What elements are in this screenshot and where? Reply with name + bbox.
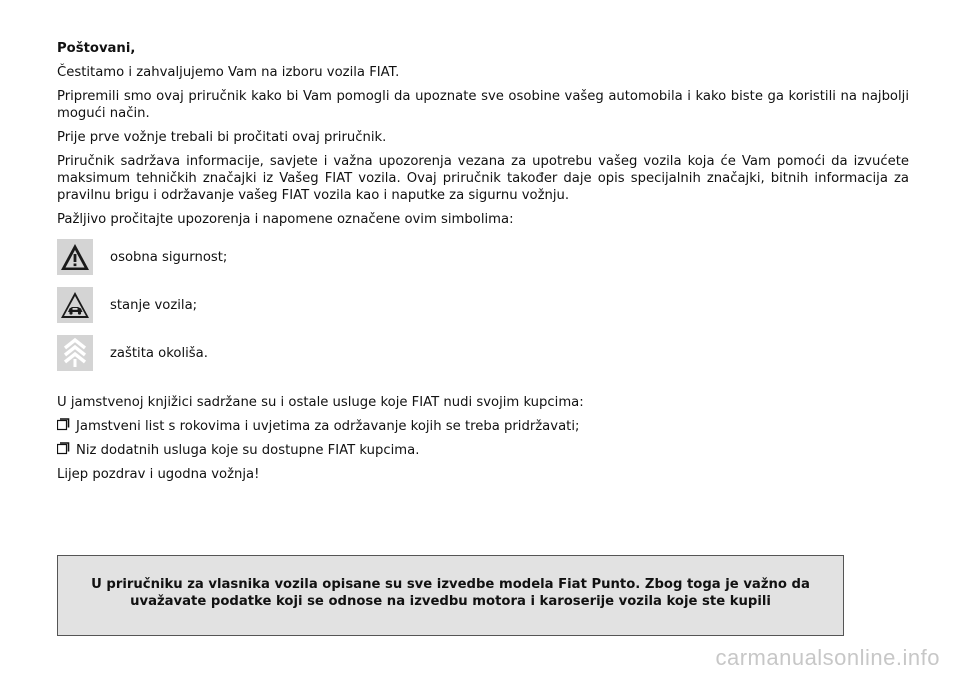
list-item — [57, 442, 909, 459]
list-item-text: Niz dodatnih usluga koje su dostupne FIAT kupcima. — [76, 443, 420, 458]
symbol-row-environment — [57, 334, 909, 372]
document-body — [57, 40, 909, 490]
watermark: carmanualsonline.info — [715, 645, 940, 670]
paragraph-thanks: Čestitamo i zahvaljujemo Vam na izboru vozila FIAT. — [57, 65, 400, 80]
warning-triangle-icon — [57, 239, 93, 275]
symbol-row-vehicle-condition — [57, 286, 909, 324]
car-warning-icon — [57, 287, 93, 323]
closing: Lijep pozdrav i ugodna vožnja! — [57, 467, 260, 482]
symbol-label-vehicle-condition: stanje vozila; — [110, 297, 198, 313]
list-item — [57, 418, 909, 435]
symbol-list — [57, 238, 909, 372]
model-notice-box — [57, 555, 844, 636]
paragraph-symbols-intro: Pažljivo pročitajte upozorenja i napomene označene ovim simbolima: — [57, 212, 514, 227]
symbol-label-environment: zaštita okoliša. — [110, 345, 208, 361]
list-item-text: Jamstveni list s rokovima i uvjetima za održavanje kojih se treba pridržavati; — [76, 419, 580, 434]
tree-icon — [57, 335, 93, 371]
model-notice-text: U priručniku za vlasnika vozila opisane su sve izvedbe modela Fiat Punto. Zbog toga je važno da uvažavate podatke koji se odnose na izvedbu motora i karoserije vozila koje ste kupili — [91, 577, 810, 609]
warranty-intro: U jamstvenoj knjižici sadržane su i ostale usluge koje FIAT nudi svojim kupcima: — [57, 395, 584, 410]
paragraph-contents: Priručnik sadržava informacije, savjete i važna upozorenja vezana za upotrebu vašeg vozila koja će Vam pomoći da izvućete maksimum tehničkih značajki iz Vašeg FIAT vozila. Ovaj priručnik također daje opis specijalnih značajki, bitnih informacija za pravilnu brigu i održavanje vašeg FIAT vozila kao i naputke za sigurnu vožnju. — [57, 154, 909, 203]
greeting: Poštovani, — [57, 41, 136, 56]
paragraph-read-first: Prije prve vožnje trebali bi pročitati ovaj priručnik. — [57, 130, 387, 145]
paragraph-purpose: Pripremili smo ovaj priručnik kako bi Vam pomogli da upoznate sve osobine vašeg automobila i kako biste ga koristili na najbolji mogući način. — [57, 89, 909, 121]
checkbox-bullet-icon — [57, 442, 70, 456]
warranty-section — [57, 394, 909, 483]
checkbox-bullet-icon — [57, 418, 70, 432]
symbol-label-personal-safety: osobna sigurnost; — [110, 249, 228, 265]
symbol-row-personal-safety — [57, 238, 909, 276]
